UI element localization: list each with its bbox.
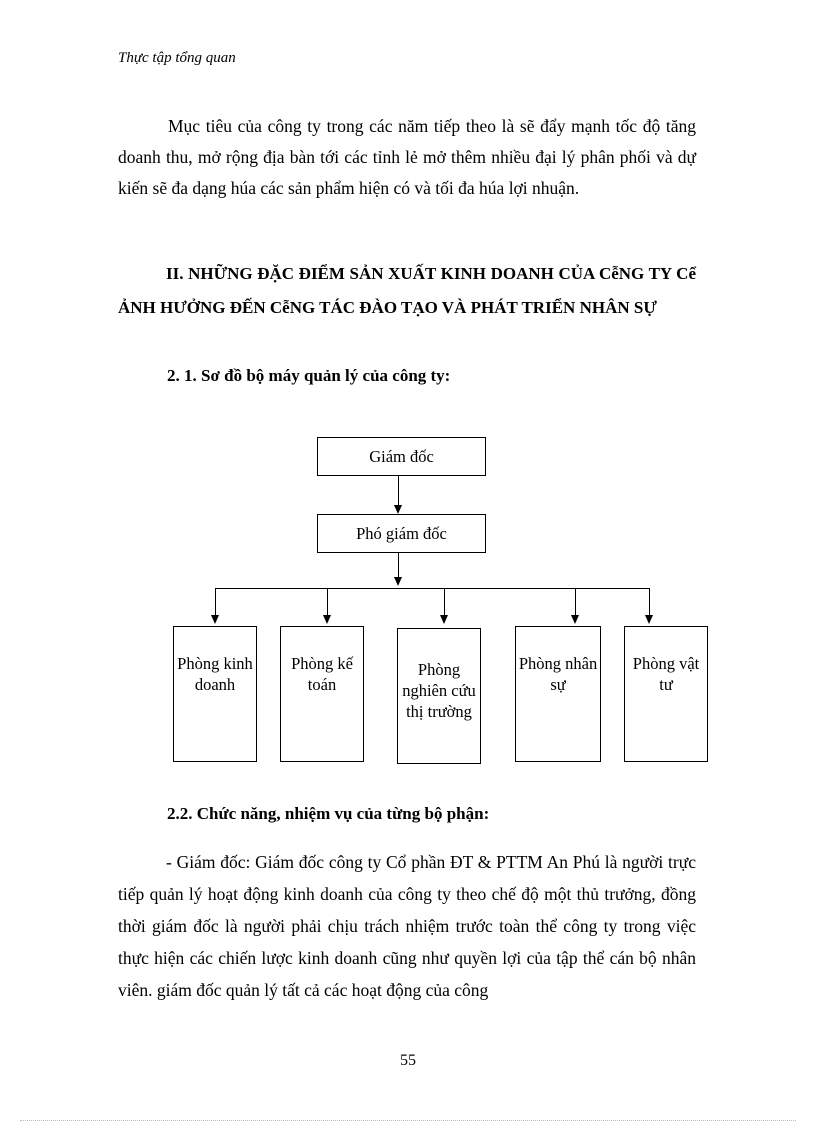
department-box-supplies: Phòng vật tư bbox=[624, 626, 708, 762]
arrow-down-icon bbox=[645, 615, 653, 624]
connector-line bbox=[398, 476, 399, 506]
department-box-market-research: Phòng nghiên cứu thị trường bbox=[397, 628, 481, 764]
section-heading: II. NHỮNG ĐẶC ĐIỂM SẢN XUẤT KINH DOANH CỦA CễNG TY Cể ẢNH HƯỞNG ĐẾN CễNG TÁC ĐÀO TẠO VÀ PHÁT TRIỂN NHÂN SỰ bbox=[118, 264, 696, 317]
subheading-functions: 2.2. Chức năng, nhiệm vụ của từng bộ phận: bbox=[167, 804, 490, 823]
director-paragraph: - Giám đốc: Giám đốc công ty Cổ phần ĐT & PTTM An Phú là người trực tiếp quản lý hoạt động kinh doanh của công ty theo chế độ một thủ trưởng, đồng thời giám đốc là người phải chịu trách nhiệm trước toàn thể công ty trong việc thực hiện các chiến lược kinh doanh cũng như quyền lợi của tập thể cán bộ nhân viên. giám đốc quản lý tất cả các hoạt động của công bbox=[118, 852, 696, 1000]
page-number: 55 bbox=[400, 1052, 416, 1069]
department-box-sales: Phòng kinh doanh bbox=[173, 626, 257, 762]
connector-line bbox=[215, 588, 216, 616]
department-box-hr: Phòng nhân sự bbox=[515, 626, 601, 762]
arrow-down-icon bbox=[394, 577, 402, 586]
connector-line bbox=[575, 588, 576, 616]
director-box: Giám đốc bbox=[317, 437, 486, 476]
connector-line bbox=[649, 588, 650, 616]
running-header: Thực tập tổng quan bbox=[118, 50, 236, 66]
connector-line bbox=[327, 588, 328, 616]
connector-line bbox=[398, 553, 399, 579]
horizontal-connector bbox=[215, 588, 650, 589]
department-box-accounting: Phòng kế toán bbox=[280, 626, 364, 762]
subheading-org-chart: 2. 1. Sơ đồ bộ máy quản lý của công ty: bbox=[167, 366, 451, 385]
intro-paragraph: Mục tiêu của công ty trong các năm tiếp theo là sẽ đẩy mạnh tốc độ tăng doanh thu, mở rộng địa bàn tới các tỉnh lẻ mở thêm nhiều đại lý phân phối và dự kiến sẽ đa dạng húa các sản phẩm hiện có và tối đa húa lợi nhuận. bbox=[118, 116, 696, 198]
page-edge-divider bbox=[20, 1120, 796, 1121]
connector-line bbox=[444, 588, 445, 616]
deputy-director-box: Phó giám đốc bbox=[317, 514, 486, 553]
arrow-down-icon bbox=[571, 615, 579, 624]
arrow-down-icon bbox=[323, 615, 331, 624]
arrow-down-icon bbox=[440, 615, 448, 624]
arrow-down-icon bbox=[211, 615, 219, 624]
arrow-down-icon bbox=[394, 505, 402, 514]
